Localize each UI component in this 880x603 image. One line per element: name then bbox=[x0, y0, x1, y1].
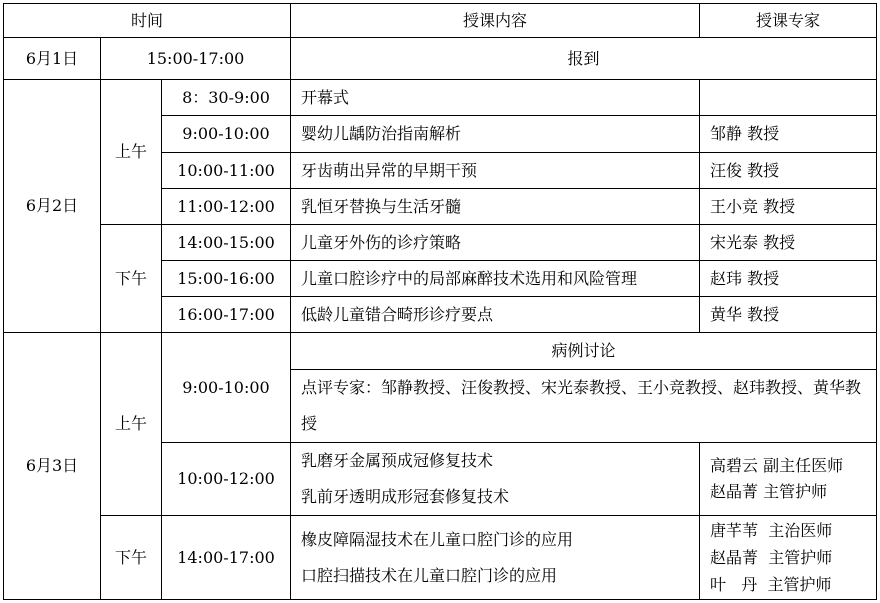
session-topic: 儿童牙外伤的诊疗策略 bbox=[291, 225, 700, 261]
header-time: 时间 bbox=[4, 4, 291, 38]
session-time: 10:00-11:00 bbox=[162, 153, 291, 189]
schedule-table bbox=[3, 3, 877, 600]
day2-morning-label: 上午 bbox=[101, 80, 162, 225]
case-discussion-time: 9:00-10:00 bbox=[162, 333, 291, 443]
session-experts bbox=[700, 516, 877, 600]
session-topic: 儿童口腔诊疗中的局部麻醉技术选用和风险管理 bbox=[291, 261, 700, 297]
session-expert: 叶 丹 主管护师 bbox=[710, 575, 832, 594]
session-topic: 橡皮障隔湿技术在儿童口腔门诊的应用 bbox=[301, 529, 574, 549]
header-expert: 授课专家 bbox=[700, 4, 877, 38]
session-time: 14:00-17:00 bbox=[162, 516, 291, 600]
table-row bbox=[4, 333, 877, 370]
session-expert: 唐芊苇 主治医师 bbox=[710, 521, 833, 540]
session-time: 16:00-17:00 bbox=[162, 297, 291, 333]
session-topics bbox=[291, 443, 700, 516]
session-time: 11:00-12:00 bbox=[162, 189, 291, 225]
session-expert: 高碧云 副主任医师 bbox=[710, 456, 844, 475]
session-time: 14:00-15:00 bbox=[162, 225, 291, 261]
session-experts bbox=[700, 443, 877, 516]
session-expert bbox=[700, 80, 877, 116]
header-content: 授课内容 bbox=[291, 4, 700, 38]
day1-row bbox=[4, 38, 877, 80]
session-time: 10:00-12:00 bbox=[162, 443, 291, 516]
session-time: 9:00-10:00 bbox=[162, 116, 291, 153]
session-time: 15:00-16:00 bbox=[162, 261, 291, 297]
session-topic: 婴幼儿龋防治指南解析 bbox=[291, 116, 700, 153]
session-expert: 汪俊 教授 bbox=[700, 153, 877, 189]
session-topic: 牙齿萌出异常的早期干预 bbox=[291, 153, 700, 189]
session-topic: 乳磨牙金属预成冠修复技术 bbox=[301, 451, 494, 470]
session-topic: 低龄儿童错合畸形诊疗要点 bbox=[291, 297, 700, 333]
session-expert: 赵晶菁 主管护师 bbox=[710, 482, 828, 501]
day2-date: 6月2日 bbox=[4, 80, 101, 333]
session-expert: 宋光泰 教授 bbox=[700, 225, 877, 261]
day1-time: 15:00-17:00 bbox=[101, 38, 291, 80]
session-topic: 口腔扫描技术在儿童口腔门诊的应用 bbox=[301, 565, 558, 585]
day1-content: 报到 bbox=[291, 38, 877, 80]
session-time: 8：30-9:00 bbox=[162, 80, 291, 116]
case-discussion-title: 病例讨论 bbox=[291, 333, 877, 370]
session-topics bbox=[291, 516, 700, 600]
day1-date: 6月1日 bbox=[4, 38, 101, 80]
session-topic: 乳前牙透明成形冠套修复技术 bbox=[301, 487, 510, 506]
session-expert: 赵玮 教授 bbox=[700, 261, 877, 297]
session-expert: 王小竞 教授 bbox=[700, 189, 877, 225]
day3-date: 6月3日 bbox=[4, 333, 101, 600]
table-row bbox=[4, 80, 877, 116]
session-expert: 邹静 教授 bbox=[700, 116, 877, 153]
case-reviewers: 点评专家：邹静教授、汪俊教授、宋光泰教授、王小竞教授、赵玮教授、黄华教授 bbox=[291, 370, 877, 443]
session-expert: 黄华 教授 bbox=[700, 297, 877, 333]
header-row bbox=[4, 4, 877, 38]
day3-morning-label: 上午 bbox=[101, 333, 162, 516]
session-topic: 开幕式 bbox=[291, 80, 700, 116]
day3-afternoon-label: 下午 bbox=[101, 516, 162, 600]
table-row bbox=[4, 516, 877, 600]
session-expert: 赵晶菁 主管护师 bbox=[710, 548, 833, 567]
table-row bbox=[4, 225, 877, 261]
day2-afternoon-label: 下午 bbox=[101, 225, 162, 333]
session-topic: 乳恒牙替换与生活牙髓 bbox=[291, 189, 700, 225]
